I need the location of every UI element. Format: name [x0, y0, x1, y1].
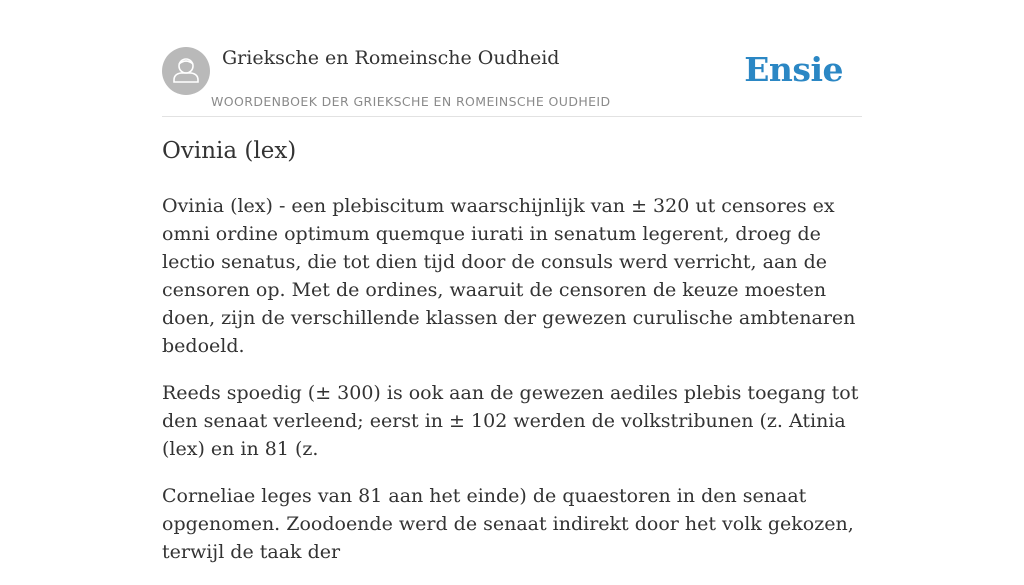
ensie-logo[interactable]: Ensie	[744, 50, 843, 89]
article-paragraph-3: Corneliae leges van 81 aan het einde) de quaestoren in den senaat opgenomen. Zoodoende werd de senaat indirekt door het volk gekozen, terwijl de taak der	[162, 485, 854, 563]
article-body	[162, 192, 862, 585]
header	[162, 40, 862, 117]
book-title[interactable]: Grieksche en Romeinsche Oudheid	[222, 47, 560, 69]
user-avatar-icon[interactable]	[162, 47, 210, 95]
book-subtitle: WOORDENBOEK DER GRIEKSCHE EN ROMEINSCHE OUDHEID	[211, 94, 611, 109]
article-paragraph-2: Reeds spoedig (± 300) is ook aan de gewezen aediles plebis toegang tot den senaat verleend; eerst in ± 102 werden de volkstribunen (z. Atinia (lex) en in 81 (z.	[162, 382, 859, 460]
article-paragraph-1: Ovinia (lex) - een plebiscitum waarschijnlijk van ± 320 ut censores ex omni ordine optimum quemque iurati in senatum legerent, droeg de lectio senatus, die tot dien tijd door de consuls werd verricht, aan de censoren op. Met de ordines, waaruit de censoren de keuze moesten doen, zijn de verschillende klassen der gewezen curulische ambtenaren bedoeld.	[162, 195, 856, 357]
article-title: Ovinia (lex)	[162, 138, 297, 164]
